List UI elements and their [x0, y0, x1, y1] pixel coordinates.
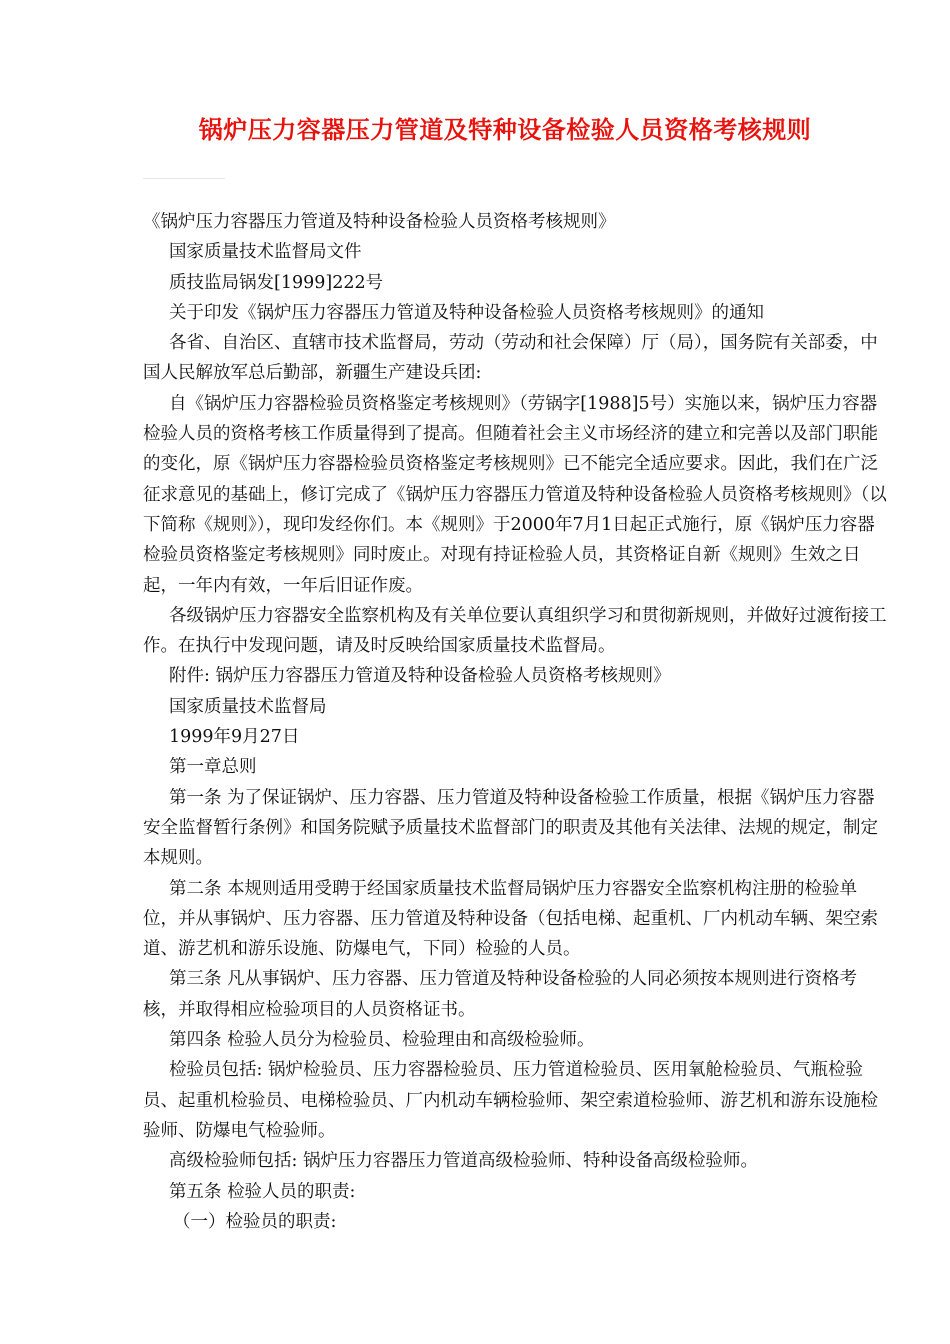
paragraph: 质技监局锅发[1999]222号: [169, 272, 384, 293]
paragraph: 第一章总则: [169, 757, 257, 778]
paragraph: 第二条 本规则适用受聘于经国家质量技术监督局锅炉压力容器安全监察机构注册的检验单位，并从事锅炉、压力容器、压力管道及特种设备（包括电梯、起重机、厂内机动车辆、架空索道、游艺机和游乐设施、防爆电气，下同）检验的人员。: [143, 878, 878, 960]
paragraph: 《锅炉压力容器压力管道及特种设备检验人员资格考核规则》: [143, 212, 616, 232]
paragraph: 各级锅炉压力容器安全监察机构及有关单位要认真组织学习和贯彻新规则，并做好过渡衔接工作。在执行中发现问题，请及时反映给国家质量技术监督局。: [143, 605, 887, 657]
paragraph: 各省、自治区、直辖市技术监督局，劳动（劳动和社会保障）厅（局），国务院有关部委，中国人民解放军总后勤部，新疆生产建设兵团:: [143, 333, 878, 384]
paragraph: 国家质量技术监督局文件: [169, 242, 362, 263]
document-body: [143, 207, 888, 1237]
paragraph: 第三条 凡从事锅炉、压力容器、压力管道及特种设备检验的人同必须按本规则进行资格考核，并取得相应检验项目的人员资格证书。: [143, 969, 858, 1020]
paragraph: 附件: 锅炉压力容器压力管道及特种设备检验人员资格考核规则》: [169, 666, 671, 687]
paragraph: 第一条 为了保证锅炉、压力容器、压力管道及特种设备检验工作质量，根据《锅炉压力容器安全监督暂行条例》和国务院赋予质量技术监督部门的职责及其他有关法律、法规的规定，制定本规则。: [143, 787, 878, 869]
document-title: 锅炉压力容器压力管道及特种设备检验人员资格考核规则: [198, 115, 812, 144]
paragraph: 检验员包括: 锅炉检验员、压力容器检验员、压力管道检验员、医用氧舱检验员、气瓶检验员、起重机检验员、电梯检验员、厂内机动车辆检验师、架空索道检验师、游艺机和游东设施检验师、防爆电气检验师。: [143, 1060, 878, 1141]
divider: [143, 178, 225, 179]
paragraph: 第四条 检验人员分为检验员、检验理由和高级检验师。: [169, 1030, 595, 1051]
paragraph: 关于印发《锅炉压力容器压力管道及特种设备检验人员资格考核规则》的通知: [169, 302, 764, 323]
paragraph: （一）检验员的职责:: [173, 1211, 337, 1232]
paragraph: 1999年9月27日: [169, 727, 300, 748]
paragraph: 自《锅炉压力容器检验员资格鉴定考核规则》（劳锅字[1988]5号）实施以来，锅炉压力容器检验人员的资格考核工作质量得到了提高。但随着社会主义市场经济的建立和完善以及部门职能的变化，原《锅炉压力容器检验员资格鉴定考核规则》已不能完全适应要求。因此，我们在广泛征求意见的基础上，修订完成了《锅炉压力容器压力管道及特种设备检验人员资格考核规则》（以下简称《规则》），现印发经你们。本《规则》于2000年7月1日起正式施行，原《锅炉压力容器检验员资格鉴定考核规则》同时废止。对现有持证检验人员，其资格证自新《规则》生效之日起，一年内有效，一年后旧证作废。: [143, 393, 887, 596]
paragraph: 国家质量技术监督局: [169, 696, 327, 717]
paragraph: 第五条 检验人员的职责:: [169, 1181, 356, 1202]
paragraph: 高级检验师包括: 锅炉压力容器压力管道高级检验师、特种设备高级检验师。: [169, 1151, 758, 1172]
